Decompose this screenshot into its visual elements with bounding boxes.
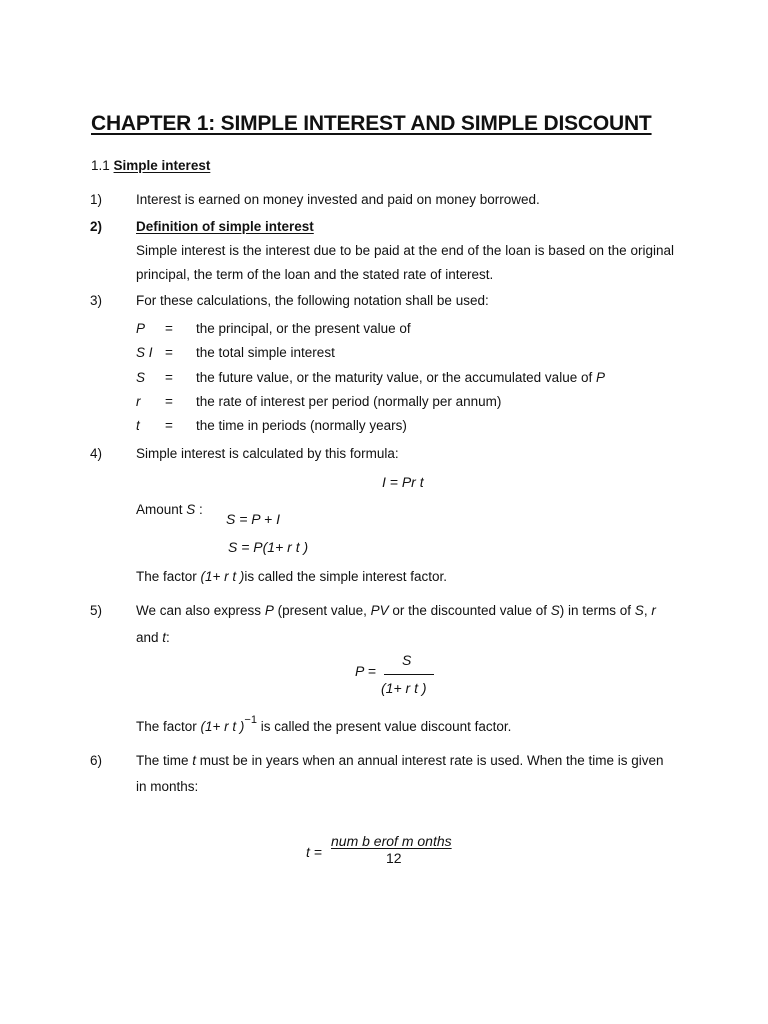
item-2-number: 2) [90,219,103,234]
amount-formula-2: S = P(1+ r t ) [228,539,309,555]
item-4-text: Simple interest is calculated by this formula: [136,446,399,461]
notation-equals: = [165,321,173,336]
pv-denominator: (1+ r t ) [381,680,427,696]
notation-symbol: S I [136,345,153,360]
item-2-body: Simple interest is the interest due to be paid at the end of the loan is based on the original principal, the term of the loan and the stated rate of interest. [136,243,674,282]
notation-equals: = [165,418,173,433]
pv-lhs: P = [355,663,376,679]
section-heading [91,158,210,173]
pv-fraction-bar [384,674,434,675]
interest-factor-sentence: The factor (1+ r t )is called the simple interest factor. [136,569,448,584]
amount-label: Amount S : [136,502,203,517]
item-3-number: 3) [90,293,103,308]
page-title: CHAPTER 1: SIMPLE INTEREST AND SIMPLE DISCOUNT [91,112,652,135]
notation-description: the principal, or the present value of [196,321,411,336]
item-5-text: We can also express P (present value, PV or the discounted value of S) in terms of S, r [136,603,656,618]
notation-equals: = [165,370,173,385]
item-2-heading: Definition of simple interest [136,219,314,234]
t-denominator: 12 [386,850,402,866]
item-3-text: For these calculations, the following notation shall be used: [136,293,489,308]
section-title: Simple interest [113,158,211,173]
notation-symbol: r [136,394,141,409]
section-number: 1.1 [91,158,110,173]
pv-factor-sentence: The factor (1+ r t )$^{-1}$ is called the present value discount factor. [136,714,512,734]
item-1-text: Interest is earned on money invested and paid on money borrowed. [136,192,540,207]
item-1-number: 1) [90,192,103,207]
item-6-number: 6) [90,753,103,768]
pv-numerator: S [402,652,412,668]
notation-description: the total simple interest [196,345,335,360]
amount-formula-1: S = P + I [226,511,280,527]
t-lhs: t = [306,844,322,860]
notation-description: the time in periods (normally years) [196,418,407,433]
notation-symbol: P [136,321,146,336]
notation-description: the rate of interest per period (normally per annum) [196,394,502,409]
item-5-text-line2: and t: [136,630,170,645]
item-6-text-line2: in months: [136,779,199,794]
t-numerator: num b erof m onths [331,833,452,849]
item-4-number: 4) [90,446,103,461]
notation-symbol: S [136,370,146,385]
item-5-number: 5) [90,603,103,618]
item-6-text: The time t must be in years when an annual interest rate is used. When the time is given [136,753,664,768]
notation-equals: = [165,345,173,360]
notation-equals: = [165,394,173,409]
notation-symbol: t [136,418,140,433]
simple-interest-formula: I = Pr t [382,474,424,490]
notation-description: the future value, or the maturity value, or the accumulated value of P [196,370,605,385]
